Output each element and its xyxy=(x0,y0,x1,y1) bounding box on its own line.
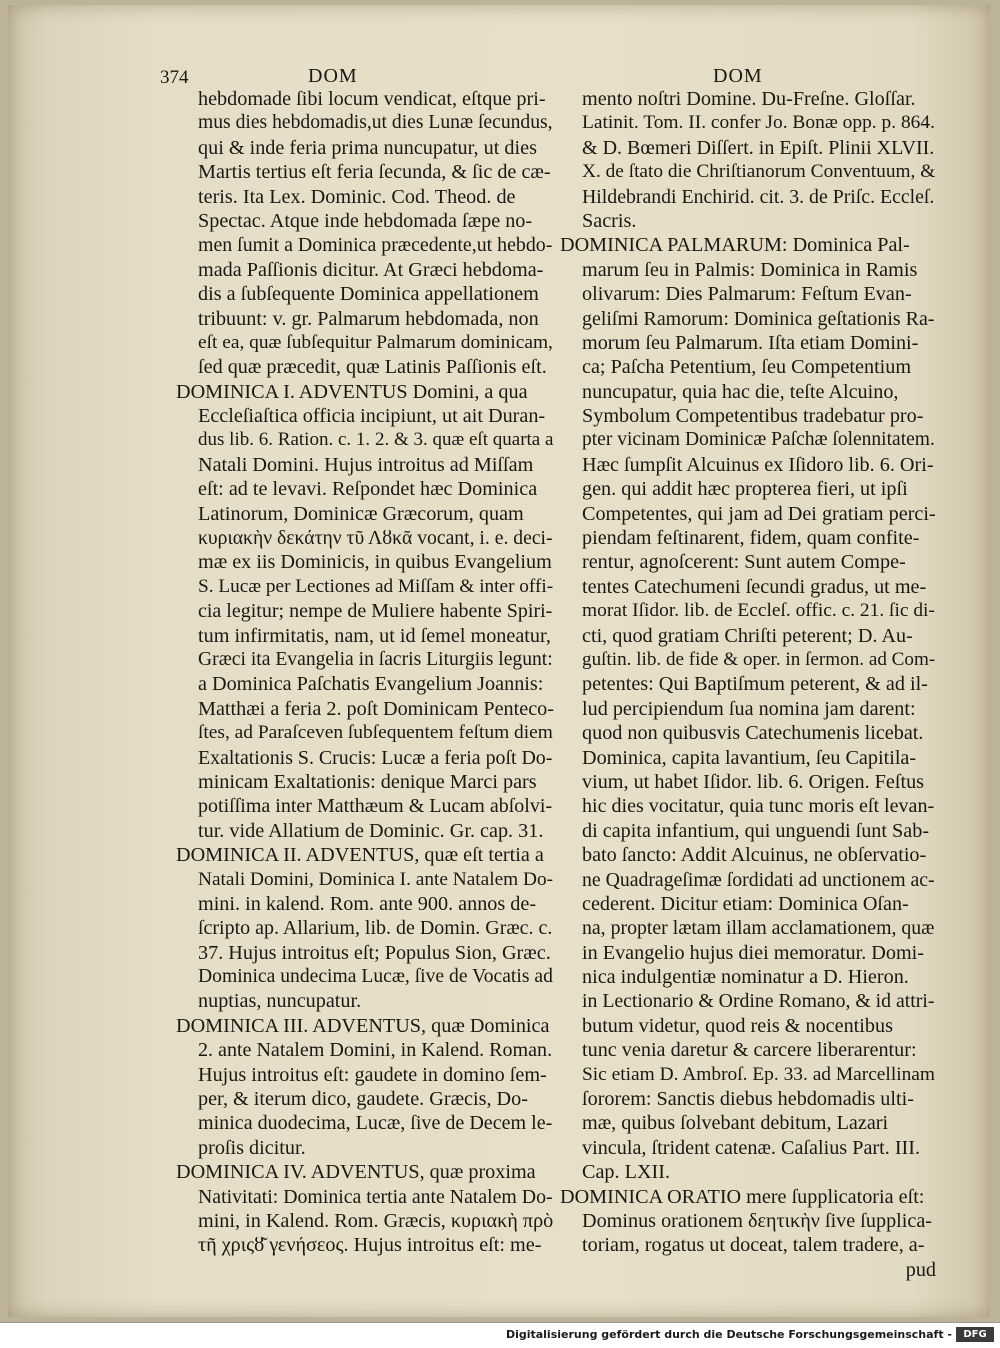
text-line: hebdomade ſibi locum vendicat, eſtque pri- xyxy=(198,88,546,110)
text-line: toriam, rogatus ut doceat, talem tradere, a- xyxy=(582,1234,925,1257)
right-text-column xyxy=(560,87,936,1282)
text-line: ſed quæ præcedit, quæ Latinis Paſſionis eſt. xyxy=(198,356,547,379)
text-line: cederent. Dicitur etiam: Dominica Oſan- xyxy=(582,892,909,915)
text-line: vincula, ſtrident catenæ. Caſalius Part. III. xyxy=(582,1136,921,1159)
text-line: Competentes, qui jam ad Dei gratiam perci- xyxy=(582,502,936,525)
text-line: eſt ea, quæ ſubſequitur Palmarum dominicam, xyxy=(198,331,553,353)
text-line: tentes Catechumeni ſecundi gradus, ut me- xyxy=(582,575,927,598)
running-head-right: DOM xyxy=(713,65,763,87)
text-line: Græci ita Evangelia in ſacris Liturgiis legunt: xyxy=(198,648,553,670)
text-line: proſis dicitur. xyxy=(198,1136,306,1159)
text-line: mæ ex iis Dominicis, in quibus Evangelium xyxy=(198,551,552,574)
text-line: geliſmi Ramorum: Dominica geſtationis Ra- xyxy=(582,307,935,330)
text-line: minica duodecima, Lucæ, ſive de Decem le- xyxy=(198,1112,553,1135)
text-line: mini. in kalend. Rom. ante 900. annos de- xyxy=(198,892,537,915)
left-text-column xyxy=(176,87,554,1258)
text-line: Spectac. Atque inde hebdomada ſæpe no- xyxy=(198,209,533,232)
text-line: butum videtur, quod reis & nocentibus xyxy=(582,1014,893,1037)
text-line: mada Paſſionis dicitur. At Græci hebdoma- xyxy=(198,258,544,281)
text-line: morat Iſidor. lib. de Eccleſ. offic. c. 21. ſic di- xyxy=(582,600,935,622)
text-line: X. de ſtato die Chriſtianorum Conventuum, & xyxy=(582,161,936,183)
text-line: qui & inde feria prima nuncupatur, ut dies xyxy=(198,136,537,159)
text-line: ne Quadrageſimæ ſordidati ad unctionem ac- xyxy=(582,868,935,891)
text-line: DOMINICA I. ADVENTUS Domini, a qua xyxy=(176,380,528,403)
text-line: κυριακὴν δεκάτην τῦ Λȣκᾶ vocant, i. e. deci- xyxy=(198,527,553,550)
text-line: tur. vide Allatium de Dominic. Gr. cap. 31. xyxy=(198,819,544,842)
text-line: in Evangelio hujus diei memoratur. Domi- xyxy=(582,941,925,964)
text-line: ca; Paſcha Petentium, ſeu Competentium xyxy=(582,356,912,379)
text-line: mus dies hebdomadis,ut dies Lunæ ſecundus, xyxy=(198,112,553,134)
text-line: tunc venia daretur & carcere liberarentur: xyxy=(582,1039,917,1062)
text-line: Natali Domini, Dominica I. ante Natalem Do- xyxy=(198,868,554,890)
text-line: DOMINICA III. ADVENTUS, quæ Dominica xyxy=(176,1014,550,1037)
text-line: 2. ante Natalem Domini, in Kalend. Roman. xyxy=(198,1039,553,1062)
text-line: nuptias, nuncupatur. xyxy=(198,990,362,1013)
text-line: Martis tertius eſt feria ſecunda, & ſic de cæ- xyxy=(198,161,551,184)
text-line: Dominica undecima Lucæ, ſive de Vocatis ad xyxy=(198,966,553,988)
text-line: morum ſeu Palmarum. Iſta etiam Domini- xyxy=(582,331,919,354)
text-line: olivarum: Dies Palmarum: Feſtum Evan- xyxy=(582,283,912,306)
text-line: Hujus introitus eſt: gaudete in domino ſem- xyxy=(198,1063,547,1086)
text-line: na, propter lætam illam acclamationem, quæ xyxy=(582,917,935,940)
text-line: men ſumit a Dominica præcedente,ut hebdo- xyxy=(198,234,553,257)
text-line: gen. qui addit hæc propterea fieri, ut ipſi xyxy=(582,478,908,501)
text-line: nica indulgentiæ nominatur a D. Hieron. xyxy=(582,966,909,989)
text-line: potiſſima inter Matthæum & Lucam abſolvi- xyxy=(198,795,553,818)
digitization-footer xyxy=(0,1322,1000,1348)
text-line: piendam feſtinarent, fidem, quam confite- xyxy=(582,527,920,550)
text-line: S. Lucæ per Lectiones ad Miſſam & inter offi- xyxy=(198,575,554,597)
text-line: Eccleſiaſtica officia incipiunt, ut ait Duran- xyxy=(198,405,546,428)
text-line: quod non quibusvis Catechumenis licebat. xyxy=(582,722,924,745)
text-line: Latinorum, Dominicæ Græcorum, quam xyxy=(198,502,524,525)
text-line: dus lib. 6. Ration. c. 1. 2. & 3. quæ eſt quarta a xyxy=(198,429,554,451)
funding-credit: Digitalisierung gefördert durch die Deutsche Forschungsgemeinschaft - xyxy=(505,1328,952,1341)
text-line: Dominica, capita lavantium, ſeu Capitila- xyxy=(582,746,917,769)
text-line: mæ, quibus ſolvebant debitum, Lazari xyxy=(582,1112,889,1135)
text-line: ſororem: Sanctis diebus hebdomadis ulti- xyxy=(582,1088,914,1111)
text-line: bato ſancto: Addit Alcuinus, ne obſervatio- xyxy=(582,844,927,867)
text-line: mini, in Kalend. Rom. Græcis, κυριακὴ πρὸ xyxy=(198,1209,554,1232)
text-line: pud xyxy=(905,1258,936,1281)
text-line: petentes: Qui Baptiſmum peterent, & ad il- xyxy=(582,673,928,696)
text-line: DOMINICA ORATIO mere ſupplicatoria eſt: xyxy=(560,1185,925,1208)
page-number: 374 xyxy=(160,67,189,88)
text-line: Dominus orationem δεητικὴν ſive ſupplica- xyxy=(582,1209,933,1232)
text-line: Matthæi a feria 2. poſt Dominicam Penteco- xyxy=(198,697,554,720)
text-line: vium, ut habet Iſidor. lib. 6. Origen. Feſtus xyxy=(582,770,925,793)
dfg-logo: DFG xyxy=(956,1327,994,1342)
text-line: cia legitur; nempe de Muliere habente Spiri- xyxy=(198,600,553,623)
text-line: hic dies vocitatur, quia tunc moris eſt levan- xyxy=(582,795,935,818)
text-line: Hæc ſumpſit Alcuinus ex Iſidoro lib. 6. Ori- xyxy=(582,453,934,476)
text-line: nuncupatur, quia hac die, teſte Alcuino, xyxy=(582,380,899,403)
text-line: minicam Exaltationis: denique Marci pars xyxy=(198,770,537,793)
text-line: lud percipiendum ſua nomina jam darent: xyxy=(582,697,916,720)
running-head-left: DOM xyxy=(308,65,358,87)
text-line: dis a ſubſequente Dominica appellationem xyxy=(198,283,539,306)
text-line: Symbolum Competentibus tradebatur pro- xyxy=(582,405,924,428)
text-line: a Dominica Paſchatis Evangelium Joannis: xyxy=(198,673,544,696)
text-line: mento noſtri Domine. Du-Freſne. Gloſſar. xyxy=(582,88,916,110)
text-line: ſtes, ad Paraſceven ſubſequentem feſtum diem xyxy=(198,722,553,744)
text-line: Sacris. xyxy=(582,209,637,232)
text-line: guſtin. lib. de fide & oper. in ſermon. ad Com- xyxy=(582,648,936,670)
text-line: Exaltationis S. Crucis: Lucæ a feria poſt Do- xyxy=(198,746,553,769)
text-line: DOMINICA PALMARUM: Dominica Pal- xyxy=(560,234,910,257)
text-line: cti, quod gratiam Chriſti peterent; D. Au- xyxy=(582,624,913,647)
text-line: in Lectionario & Ordine Romano, & id attri- xyxy=(582,990,935,1013)
text-line: tribuunt: v. gr. Palmarum hebdomada, non xyxy=(198,307,539,330)
text-line: & D. Bœmeri Diſſert. in Epiſt. Plinii XLVII. xyxy=(582,136,935,159)
text-line: Nativitati: Dominica tertia ante Natalem Do- xyxy=(198,1185,553,1208)
text-line: τῆ χριςȣ͂ γενήσεος. Hujus introitus eſt: me- xyxy=(198,1234,542,1257)
text-line: rentur, agnoſcerent: Sunt autem Compe- xyxy=(582,551,906,574)
text-line: Cap. LXII. xyxy=(582,1161,671,1184)
text-line: teris. Ita Lex. Dominic. Cod. Theod. de xyxy=(198,185,516,208)
book-page xyxy=(8,5,990,1317)
text-line: Sic etiam D. Ambroſ. Ep. 33. ad Marcellinam xyxy=(582,1063,936,1085)
text-line: Hildebrandi Enchirid. cit. 3. de Priſc. Eccleſ. xyxy=(582,185,935,208)
text-line: per, & iterum dico, gaudete. Græcis, Do- xyxy=(198,1088,528,1111)
text-line: Natali Domini. Hujus introitus ad Miſſam xyxy=(198,453,534,476)
text-line: eſt: ad te levavi. Reſpondet hæc Dominica xyxy=(198,478,538,501)
text-line: ſcripto ap. Allarium, lib. de Domin. Græc. c. xyxy=(198,917,553,940)
text-line: 37. Hujus introitus eſt; Populus Sion, Græc. xyxy=(198,941,551,964)
text-line: tum infirmitatis, nam, ut id ſemel moneatur, xyxy=(198,624,551,647)
text-line: di capita infantium, qui unguendi ſunt Sab- xyxy=(582,819,930,842)
text-line: DOMINICA IV. ADVENTUS, quæ proxima xyxy=(176,1161,536,1184)
text-line: DOMINICA II. ADVENTUS, quæ eſt tertia a xyxy=(176,844,544,867)
text-line: pter vicinam Dominicæ Paſchæ ſolennitatem. xyxy=(582,429,935,451)
text-line: marum ſeu in Palmis: Dominica in Ramis xyxy=(582,258,918,281)
text-line: Latinit. Tom. II. confer Jo. Bonæ opp. p. 864. xyxy=(582,112,935,134)
